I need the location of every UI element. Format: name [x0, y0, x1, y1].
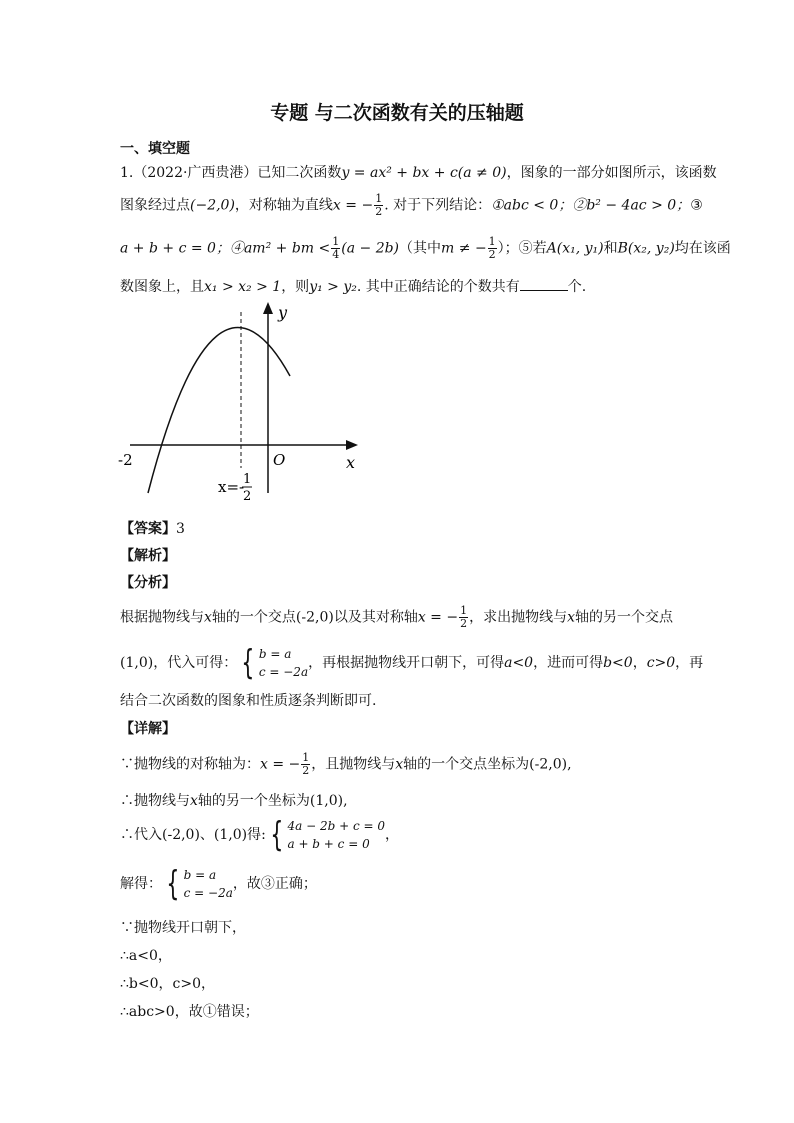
answer-tag: 【答案】 — [120, 521, 176, 537]
half-fraction: $\frac{1}{2}$ — [302, 751, 310, 777]
a-text: ，进而可得 — [533, 655, 604, 671]
quarter-fraction: $\frac{1}{4}$ — [332, 235, 340, 261]
detail-line-2 — [120, 790, 348, 810]
q-text: 和 — [603, 240, 618, 257]
analysis-line-2 — [120, 645, 703, 681]
equation-system: { b = a c = −2a — [241, 643, 309, 683]
a-text: c>0 — [646, 655, 676, 671]
detail-line-3 — [120, 817, 399, 853]
half-fraction: $\frac{1}{2}$ — [460, 604, 468, 630]
q-text: ，图象的一部分如图所示，该函数 — [506, 165, 717, 181]
point-a: A(x₁, y₁) — [546, 240, 604, 257]
m-condition: m ≠ − — [441, 240, 487, 257]
symmetry-axis-label: x=- — [218, 478, 245, 496]
a-text: (1,0)，代入可得： — [120, 655, 238, 671]
x-condition: x₁ > x₂ > 1 — [204, 279, 282, 295]
detail-line-8: ∴abc>0，故①错误； — [120, 1004, 259, 1020]
detail-line-4 — [120, 866, 317, 902]
q-text: 数图象上，且 — [120, 279, 204, 295]
neg-two-label: -2 — [118, 451, 133, 469]
q-equation: y = ax² + bx + c(a ≠ 0) — [341, 165, 507, 181]
question-line-3 — [120, 236, 731, 261]
d-text: x — [190, 793, 198, 809]
a-text: ，再 — [675, 655, 704, 671]
analysis-line-1 — [120, 605, 673, 630]
a-text: ， — [632, 655, 647, 671]
a-text: x — [204, 609, 212, 626]
conclusion-3-marker: ③ — [690, 197, 703, 214]
q-text: ，则 — [281, 279, 310, 295]
d-text: ，且抛物线与 — [311, 756, 396, 773]
analysis-tag: 【解析】 — [120, 548, 176, 564]
parabola-figure — [110, 298, 370, 508]
detail-tag: 【详解】 — [120, 721, 176, 737]
half-fraction: $\frac{1}{2}$ — [375, 192, 383, 218]
conclusion-5: ）；⑤若 — [497, 240, 547, 257]
question-line-4 — [120, 276, 586, 296]
q-point: (−2,0) — [190, 197, 235, 214]
q-text: . 对于下列结论： — [384, 197, 492, 214]
equation-system: { 4a − 2b + c = 0 a + b + c = 0 — [270, 815, 385, 855]
fenxi-tag: 【分析】 — [120, 575, 176, 591]
d-text: x — [395, 756, 404, 773]
q-axis-eq: x = − — [332, 197, 374, 214]
answer-value: 3 — [176, 521, 185, 537]
section-heading: 一、填空题 — [120, 141, 190, 157]
analysis-line-3: 结合二次函数的图象和性质逐条判断即可. — [120, 693, 377, 709]
question-line-1 — [120, 162, 717, 182]
a-text: 轴的一个交点(-2,0)以及其对称轴 — [211, 609, 418, 626]
axis-eq: x = − — [417, 609, 459, 626]
a-text: a<0 — [504, 655, 534, 671]
half-fraction: $\frac{1}{2}$ — [488, 235, 496, 261]
axis-frac-den: 2 — [243, 489, 252, 504]
page-title: 专题 与二次函数有关的压轴题 — [270, 102, 524, 124]
q-text: 个. — [567, 279, 587, 295]
d-text: 轴的一个交点坐标为(-2,0), — [403, 756, 572, 773]
q-text: 图象经过点 — [120, 197, 190, 214]
q-text: . 其中正确结论的个数共有 — [356, 279, 520, 295]
conclusion-1: ①abc < 0； — [491, 197, 573, 214]
y-axis-label: y — [278, 303, 288, 322]
conclusion-4: ④am² + bm < — [229, 240, 331, 257]
a-text: ，求出抛物线与 — [469, 609, 568, 626]
d-text: ，故③正确； — [232, 876, 317, 892]
conclusion-4-tail: (a − 2b) — [341, 240, 400, 257]
conclusion-2: ②b² − 4ac > 0； — [572, 197, 691, 214]
q-text: 1.（2022·广西贵港）已知二次函数 — [120, 165, 342, 181]
conclusion-3: a + b + c = 0； — [120, 240, 230, 257]
q-text: 均在该函 — [674, 240, 731, 257]
answer-line — [120, 518, 185, 538]
d-text: ， — [384, 827, 399, 843]
detail-line-5: ∵抛物线开口朝下， — [120, 920, 246, 936]
detail-line-7: ∴b<0，c>0， — [120, 976, 215, 992]
equation-system: { b = a c = −2a — [166, 864, 233, 904]
a-text: 根据抛物线与 — [120, 609, 204, 626]
x-axis-arrow — [346, 440, 358, 450]
point-b: B(x₂, y₂) — [617, 240, 675, 257]
y-axis-arrow — [263, 302, 273, 314]
x-axis-label: x — [346, 453, 356, 472]
a-text: b<0 — [603, 655, 633, 671]
a-text: x — [567, 609, 575, 626]
d-text: ∵抛物线的对称轴为： — [120, 756, 260, 773]
detail-line-6: ∴a<0， — [120, 948, 172, 964]
q-text: ，对称轴为直线 — [234, 197, 333, 214]
d-text: ∴抛物线与 — [120, 793, 190, 809]
axis-frac-num: 1 — [243, 472, 252, 487]
detail-line-1 — [120, 752, 572, 777]
question-line-2 — [120, 193, 703, 218]
a-text: ，再根据抛物线开口朝下，可得 — [308, 655, 505, 671]
d-text: 解得： — [120, 876, 162, 892]
origin-label: O — [273, 451, 286, 469]
y-condition: y₁ > y₂ — [309, 279, 357, 295]
a-text: 轴的另一个交点 — [575, 609, 673, 626]
axis-eq: x = − — [260, 756, 301, 773]
q-text: （其中 — [399, 240, 442, 257]
d-text: 轴的另一个坐标为(1,0), — [197, 793, 348, 809]
d-text: ∴代入(-2,0)、(1,0)得: — [120, 827, 266, 843]
answer-blank — [520, 290, 568, 291]
